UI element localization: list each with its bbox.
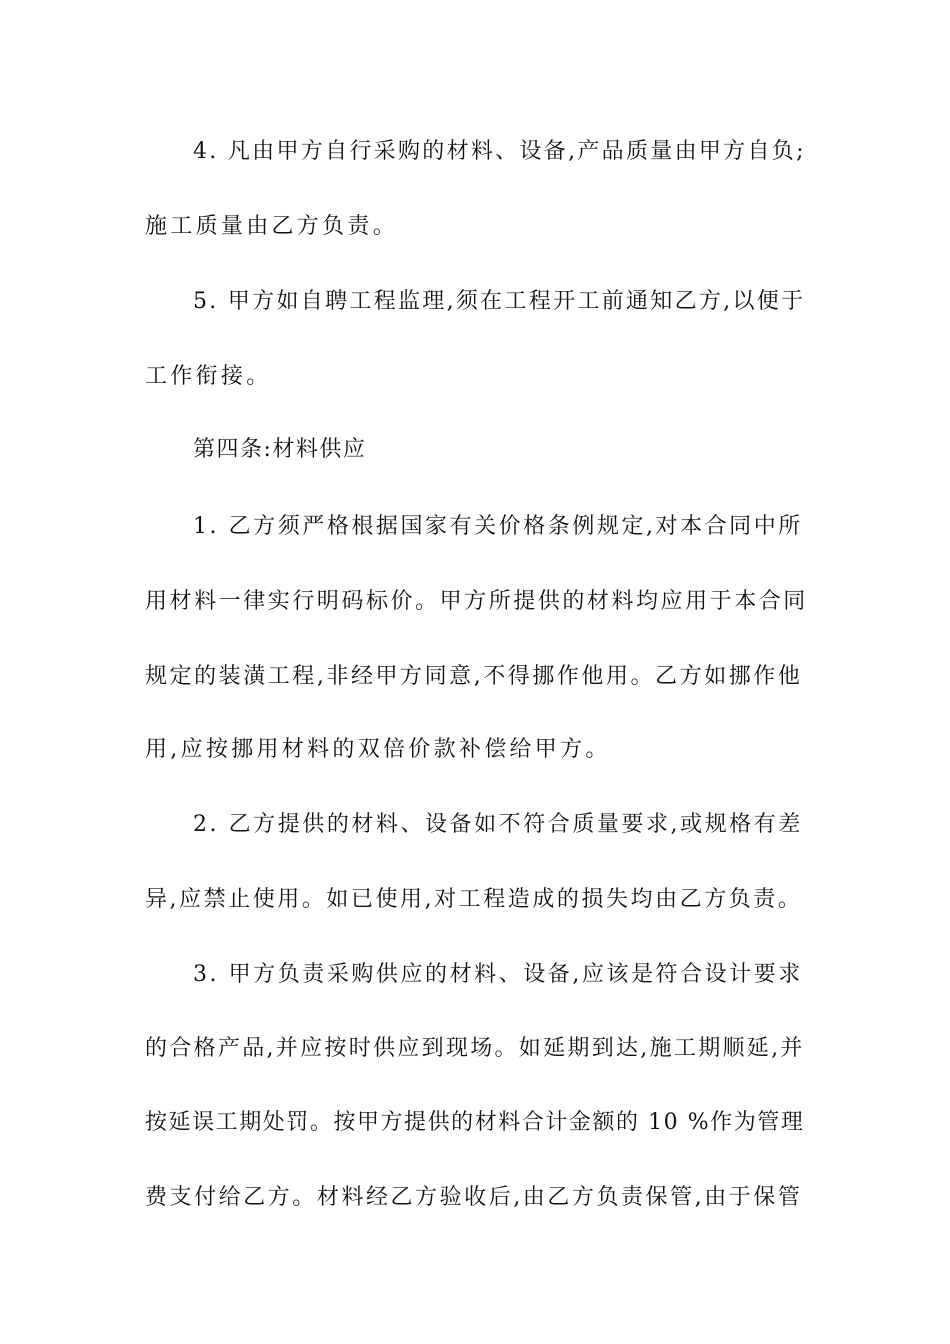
paragraph-line: 施工质量由乙方负责。 [145, 214, 399, 239]
paragraph-line: 1. 乙方须严格根据国家有关价格条例规定,对本合同中所 [193, 514, 803, 539]
paragraph-line: 用材料一律实行明码标价。甲方所提供的材料均应用于本合同 [145, 589, 808, 614]
paragraph-line: 5. 甲方如自聘工程监理,须在工程开工前通知乙方,以便于 [193, 289, 806, 314]
paragraph-line: 异,应禁止使用。如已使用,对工程造成的损失均由乙方负责。 [145, 887, 803, 912]
paragraph-line: 按延误工期处罚。按甲方提供的材料合计金额的 10 %作为管理 [145, 1110, 805, 1135]
paragraph-line: 用,应按挪用材料的双倍价款补偿给甲方。 [145, 737, 611, 762]
paragraph-line: 的合格产品,并应按时供应到现场。如延期到达,施工期顺延,并 [145, 1036, 805, 1061]
paragraph-line: 2. 乙方提供的材料、设备如不符合质量要求,或规格有差 [193, 812, 803, 837]
paragraph-line: 费支付给乙方。材料经乙方验收后,由乙方负责保管,由于保管 [145, 1185, 803, 1210]
section-heading: 第四条:材料供应 [193, 437, 367, 462]
paragraph-line: 规定的装潢工程,非经甲方同意,不得挪作他用。乙方如挪作他 [145, 664, 803, 689]
paragraph-line: 工作衔接。 [145, 364, 272, 389]
paragraph-line: 4. 凡由甲方自行采购的材料、设备,产品质量由甲方自负; [193, 139, 806, 164]
paragraph-line: 3. 甲方负责采购供应的材料、设备,应该是符合设计要求 [193, 962, 803, 987]
